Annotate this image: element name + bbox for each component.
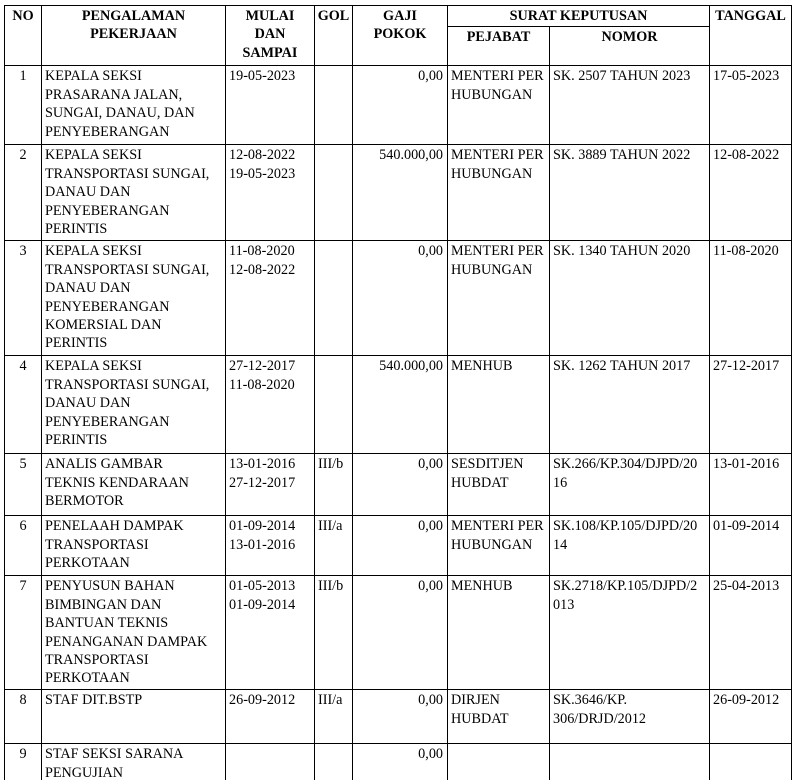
cell-pekerjaan-line: KEPALA SEKSI	[45, 68, 142, 85]
cell-pejabat-line: HUBDAT	[451, 474, 509, 491]
cell-gol: III/b	[315, 576, 353, 690]
cell-pejabat	[448, 744, 550, 780]
cell-pekerjaan-line: PENYEBERANGAN	[45, 413, 170, 430]
cell-pekerjaan-line: KOMERSIAL DAN	[45, 317, 162, 334]
cell-mulai-sampai	[226, 690, 315, 744]
header-gaji-pokok: GAJI POKOK	[353, 6, 448, 66]
cell-nomor	[550, 145, 710, 241]
cell-pejabat	[448, 356, 550, 454]
cell-pekerjaan-line: BERMOTOR	[45, 493, 124, 510]
table-row	[5, 516, 792, 576]
cell-nomor	[550, 241, 710, 356]
cell-gaji-pokok: 0,00	[353, 744, 448, 780]
cell-pekerjaan-line: PENYEBERANGAN	[45, 298, 170, 315]
cell-pejabat-line: HUBUNGAN	[451, 261, 533, 278]
cell-no: 9	[5, 744, 42, 780]
header-mulai-dan-sampai: MULAI DAN SAMPAI	[226, 6, 315, 66]
cell-pekerjaan-line: BIMBINGAN DAN	[45, 596, 162, 613]
cell-pekerjaan-line: SUNGAI, DANAU, DAN	[45, 105, 195, 122]
cell-nomor-line: SK.3646/KP.	[553, 692, 628, 709]
cell-pejabat	[448, 241, 550, 356]
cell-gaji-pokok: 540.000,00	[353, 356, 448, 454]
cell-tanggal: 12-08-2022	[710, 145, 792, 241]
cell-pekerjaan-line: PERINTIS	[45, 432, 108, 449]
cell-pekerjaan-line: TEKNIS KENDARAAN	[45, 474, 189, 491]
cell-pekerjaan-line: KEPALA SEKSI	[45, 147, 142, 164]
cell-pekerjaan-line: TRANSPORTASI SUNGAI,	[45, 261, 210, 278]
cell-tanggal: 01-09-2014	[710, 516, 792, 576]
cell-mulai-sampai-line: 27-12-2017	[229, 358, 296, 375]
cell-pejabat	[448, 576, 550, 690]
cell-gaji-pokok: 0,00	[353, 690, 448, 744]
cell-mulai-sampai	[226, 66, 315, 145]
cell-nomor	[550, 66, 710, 145]
cell-nomor	[550, 576, 710, 690]
cell-pekerjaan-line: PENYUSUN BAHAN	[45, 578, 175, 595]
cell-pekerjaan-line: TRANSPORTASI	[45, 536, 149, 553]
cell-pekerjaan-line: KEPALA SEKSI	[45, 243, 142, 260]
cell-pejabat-line: MENTERI PER	[451, 518, 544, 535]
cell-nomor-line: 013	[553, 596, 575, 613]
cell-nomor-line: 14	[553, 536, 568, 553]
cell-pekerjaan	[42, 356, 226, 454]
cell-pejabat-line: HUBDAT	[451, 710, 509, 727]
cell-gaji-pokok: 0,00	[353, 454, 448, 516]
cell-pekerjaan-line: PENGUJIAN	[45, 764, 124, 780]
table-row	[5, 356, 792, 454]
cell-pekerjaan	[42, 66, 226, 145]
header-gol: GOL	[315, 6, 353, 66]
cell-pejabat-line: HUBUNGAN	[451, 536, 533, 553]
cell-gol: III/b	[315, 454, 353, 516]
cell-nomor	[550, 690, 710, 744]
cell-mulai-sampai	[226, 241, 315, 356]
cell-mulai-sampai	[226, 744, 315, 780]
cell-pejabat-line: MENTERI PER	[451, 147, 544, 164]
cell-gol	[315, 744, 353, 780]
cell-mulai-sampai	[226, 145, 315, 241]
cell-mulai-sampai	[226, 576, 315, 690]
cell-pekerjaan-line: PERINTIS	[45, 335, 108, 352]
cell-tanggal: 25-04-2013	[710, 576, 792, 690]
cell-mulai-sampai-line: 19-05-2023	[229, 68, 296, 85]
cell-no: 4	[5, 356, 42, 454]
cell-mulai-sampai-line: 19-05-2023	[229, 165, 296, 182]
cell-mulai-sampai-line: 11-08-2020	[229, 243, 295, 260]
cell-pejabat-line: HUBUNGAN	[451, 165, 533, 182]
cell-pekerjaan	[42, 744, 226, 780]
cell-pejabat-line: HUBUNGAN	[451, 86, 533, 103]
cell-nomor-line: 306/DRJD/2012	[553, 710, 647, 727]
cell-mulai-sampai-line: 12-08-2022	[229, 261, 296, 278]
header-pengalaman-pekerjaan: PENGALAMAN PEKERJAAN	[42, 6, 226, 66]
cell-pekerjaan-line: STAF DIT.BSTP	[45, 692, 143, 709]
cell-nomor-line: SK. 1340 TAHUN 2020	[553, 243, 691, 260]
cell-pekerjaan-line: PERINTIS	[45, 221, 108, 238]
work-history-table	[4, 5, 792, 780]
cell-no: 1	[5, 66, 42, 145]
table-row	[5, 690, 792, 744]
cell-gol: III/a	[315, 516, 353, 576]
cell-nomor	[550, 454, 710, 516]
cell-pejabat-line: MENHUB	[451, 578, 513, 595]
cell-tanggal: 11-08-2020	[710, 241, 792, 356]
cell-pekerjaan-line: PRASARANA JALAN,	[45, 86, 183, 103]
cell-pejabat	[448, 454, 550, 516]
cell-pejabat-line: MENTERI PER	[451, 68, 544, 85]
cell-nomor	[550, 356, 710, 454]
cell-pejabat-line: MENHUB	[451, 358, 513, 375]
cell-nomor-line: SK. 3889 TAHUN 2022	[553, 147, 691, 164]
cell-tanggal: 13-01-2016	[710, 454, 792, 516]
cell-no: 6	[5, 516, 42, 576]
cell-pekerjaan-line: PERKOTAAN	[45, 555, 130, 572]
table-row	[5, 241, 792, 356]
cell-mulai-sampai-line: 13-01-2016	[229, 456, 296, 473]
cell-pekerjaan-line: PENYEBERANGAN	[45, 202, 170, 219]
cell-gol	[315, 145, 353, 241]
cell-gol: III/a	[315, 690, 353, 744]
table-row	[5, 454, 792, 516]
table-row	[5, 744, 792, 780]
cell-gaji-pokok: 0,00	[353, 516, 448, 576]
cell-no: 8	[5, 690, 42, 744]
table-header	[5, 6, 792, 66]
cell-pejabat	[448, 66, 550, 145]
cell-pekerjaan-line: BANTUAN TEKNIS	[45, 615, 169, 632]
cell-pekerjaan	[42, 145, 226, 241]
cell-mulai-sampai-line: 01-09-2014	[229, 518, 296, 535]
cell-gaji-pokok: 0,00	[353, 576, 448, 690]
cell-mulai-sampai-line: 27-12-2017	[229, 474, 296, 491]
cell-pekerjaan	[42, 454, 226, 516]
cell-mulai-sampai-line: 01-09-2014	[229, 596, 296, 613]
cell-mulai-sampai-line: 11-08-2020	[229, 376, 295, 393]
cell-pekerjaan-line: KEPALA SEKSI	[45, 358, 142, 375]
cell-pejabat-line: DIRJEN	[451, 692, 500, 709]
header-no: NO	[5, 6, 42, 66]
cell-no: 7	[5, 576, 42, 690]
cell-mulai-sampai	[226, 356, 315, 454]
header-nomor: NOMOR	[550, 27, 710, 66]
cell-pekerjaan-line: DANAU DAN	[45, 280, 131, 297]
cell-pekerjaan-line: ANALIS GAMBAR	[45, 456, 163, 473]
cell-pekerjaan-line: PERKOTAAN	[45, 670, 130, 687]
header-tanggal: TANGGAL	[710, 6, 792, 66]
cell-tanggal: 17-05-2023	[710, 66, 792, 145]
cell-pekerjaan-line: PENELAAH DAMPAK	[45, 518, 184, 535]
cell-nomor	[550, 516, 710, 576]
cell-pekerjaan-line: PENANGANAN DAMPAK	[45, 633, 208, 650]
cell-tanggal	[710, 744, 792, 780]
cell-mulai-sampai-line: 12-08-2022	[229, 147, 296, 164]
cell-no: 5	[5, 454, 42, 516]
cell-nomor-line: 16	[553, 474, 568, 491]
cell-pekerjaan-line: TRANSPORTASI SUNGAI,	[45, 165, 210, 182]
table-body	[5, 66, 792, 780]
cell-mulai-sampai-line: 26-09-2012	[229, 692, 296, 709]
cell-pejabat	[448, 690, 550, 744]
cell-mulai-sampai	[226, 516, 315, 576]
cell-pekerjaan	[42, 690, 226, 744]
cell-pekerjaan-line: PENYEBERANGAN	[45, 123, 170, 140]
cell-nomor-line: SK.266/KP.304/DJPD/20	[553, 456, 698, 473]
cell-pejabat	[448, 145, 550, 241]
cell-gol	[315, 241, 353, 356]
cell-gaji-pokok: 0,00	[353, 241, 448, 356]
cell-mulai-sampai-line: 01-05-2013	[229, 578, 296, 595]
cell-nomor-line: SK.2718/KP.105/DJPD/2	[553, 578, 698, 595]
cell-nomor-line: SK. 1262 TAHUN 2017	[553, 358, 691, 375]
cell-no: 3	[5, 241, 42, 356]
cell-mulai-sampai-line: 13-01-2016	[229, 536, 296, 553]
cell-pekerjaan-line: DANAU DAN	[45, 184, 131, 201]
cell-pekerjaan	[42, 576, 226, 690]
table-row	[5, 66, 792, 145]
table-row	[5, 145, 792, 241]
cell-tanggal: 26-09-2012	[710, 690, 792, 744]
cell-gaji-pokok: 0,00	[353, 66, 448, 145]
cell-pejabat	[448, 516, 550, 576]
cell-gol	[315, 66, 353, 145]
cell-nomor	[550, 744, 710, 780]
cell-pekerjaan-line: TRANSPORTASI	[45, 652, 149, 669]
cell-pekerjaan-line: DANAU DAN	[45, 395, 131, 412]
cell-gaji-pokok: 540.000,00	[353, 145, 448, 241]
header-surat-keputusan: SURAT KEPUTUSAN	[448, 6, 710, 27]
cell-pekerjaan-line: STAF SEKSI SARANA	[45, 746, 184, 763]
cell-pekerjaan	[42, 241, 226, 356]
cell-mulai-sampai	[226, 454, 315, 516]
cell-tanggal: 27-12-2017	[710, 356, 792, 454]
cell-pekerjaan-line: TRANSPORTASI SUNGAI,	[45, 376, 210, 393]
header-pejabat: PEJABAT	[448, 27, 550, 66]
table-row	[5, 576, 792, 690]
cell-pekerjaan	[42, 516, 226, 576]
cell-gol	[315, 356, 353, 454]
cell-pejabat-line: MENTERI PER	[451, 243, 544, 260]
cell-nomor-line: SK. 2507 TAHUN 2023	[553, 68, 691, 85]
cell-pejabat-line: SESDITJEN	[451, 456, 524, 473]
cell-nomor-line: SK.108/KP.105/DJPD/20	[553, 518, 698, 535]
cell-no: 2	[5, 145, 42, 241]
